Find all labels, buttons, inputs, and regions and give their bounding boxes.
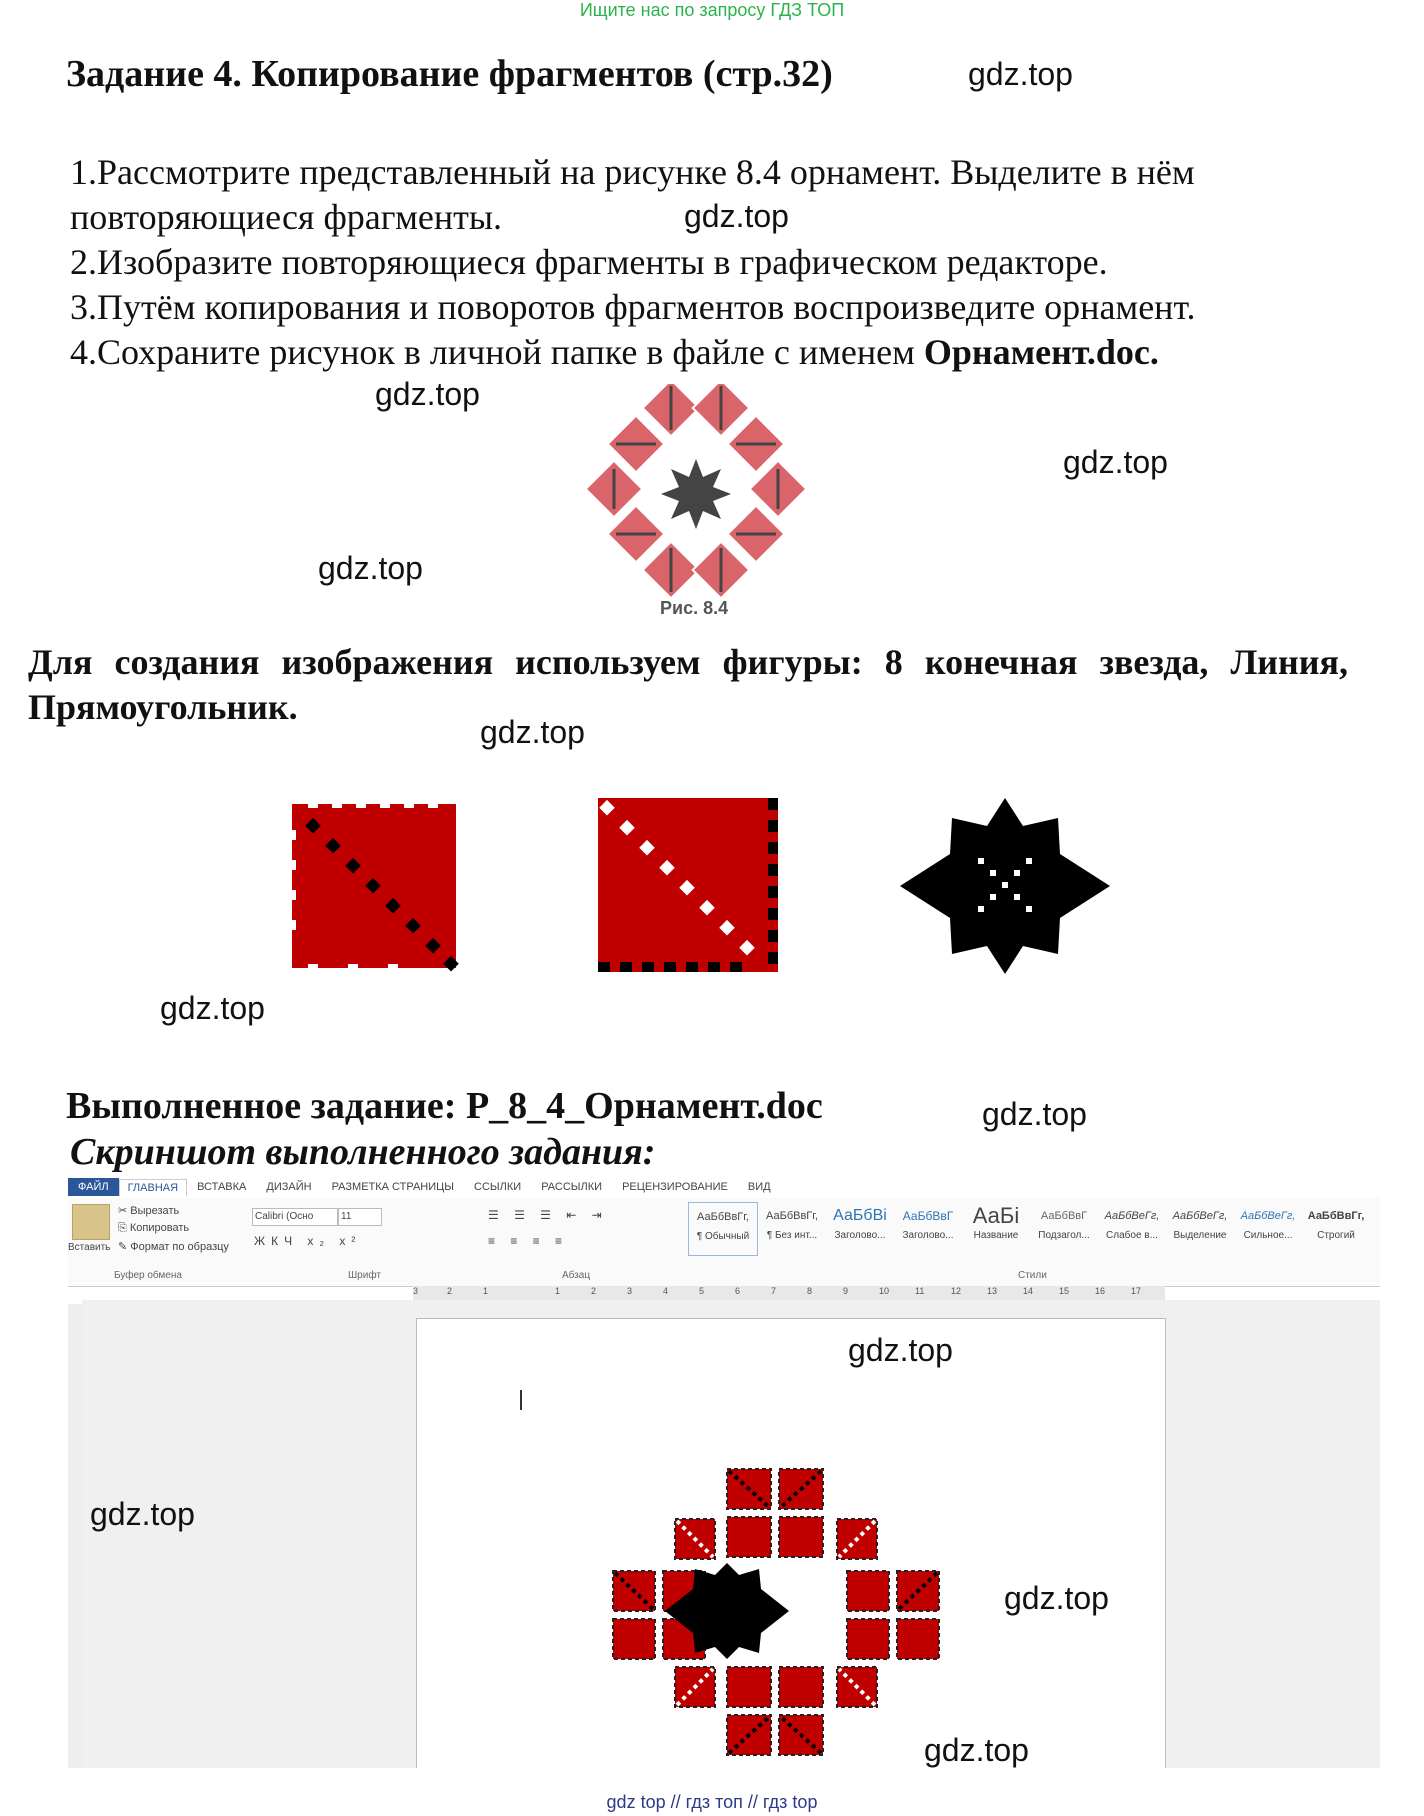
word-window [68,1176,1380,1768]
step-3: 3.Путём копирования и поворотов фрагментов воспроизведите орнамент. [70,287,1196,327]
paragraph-group-label: Абзац [562,1270,591,1281]
watermark: gdz.top [924,1732,1029,1768]
ruler-mark: 8 [807,1286,813,1296]
tab-layout[interactable]: РАЗМЕТКА СТРАНИЦЫ [331,1181,455,1193]
ornament-star [661,459,731,529]
tab-file[interactable]: ФАЙЛ [68,1178,119,1196]
tab-mailings[interactable]: РАССЫЛКИ [541,1181,603,1193]
done-title: Выполненное задание: Р_8_4_Орнамент.doc [66,1085,823,1127]
screenshot-title: Скриншот выполненного задания: [70,1131,656,1173]
style-item[interactable] [688,1202,758,1256]
ruler-mark: 2 [447,1286,453,1296]
step-4-filename: Орнамент.doc. [923,332,1159,372]
style-sample: АаБбВвГг, [766,1210,818,1222]
tab-references[interactable]: ССЫЛКИ [474,1181,522,1193]
watermark: gdz.top [968,56,1073,92]
ruler-mark: 6 [735,1286,741,1296]
style-item[interactable] [1030,1202,1098,1256]
ruler-mark: 1 [483,1286,489,1296]
bottom-links[interactable]: gdz top // гдз топ // гдз top [606,1792,818,1812]
font-name-select[interactable]: Calibri (Осно [252,1208,338,1226]
ruler-mark: 7 [771,1286,777,1296]
paste-button[interactable]: Вставить [68,1242,111,1253]
ribbon [68,1198,1380,1287]
ruler-mark: 11 [915,1286,925,1296]
ruler-mark: 5 [699,1286,705,1296]
step-4 [28,330,1390,375]
ruler-mark: 3 [413,1286,419,1296]
style-sample: АаБбВі [833,1207,887,1224]
watermark: gdz.top [90,1496,195,1532]
style-name: Заголово... [834,1230,886,1241]
style-name: Слабое в... [1106,1230,1158,1241]
watermark: gdz.top [1004,1580,1109,1616]
style-name: Строгий [1317,1230,1355,1241]
vertical-ruler[interactable] [68,1304,82,1768]
ornament-result [417,1319,1165,1768]
step-2: 2.Изобразите повторяющиеся фрагменты в графическом редакторе. [70,242,1108,282]
watermark: gdz.top [160,990,265,1026]
format-painter-label: Формат по образцу [130,1241,229,1253]
tab-view[interactable]: ВИД [747,1181,771,1193]
ruler-mark: 1 [555,1286,561,1296]
watermark: gdz.top [1063,444,1168,480]
format-painter-button[interactable]: ✎ Формат по образцу [118,1241,229,1253]
style-sample: АаБбВвГг, [697,1211,749,1223]
style-name: Выделение [1173,1230,1227,1241]
tab-design[interactable]: ДИЗАЙН [266,1181,312,1193]
ruler-mark: 9 [843,1286,849,1296]
styles-gallery [688,1202,1380,1256]
watermark: gdz.top [982,1096,1087,1132]
paragraph-align-buttons[interactable]: ≡ ≡ ≡ ≡ [488,1234,569,1248]
style-sample: АаБбВвГ [1040,1210,1088,1222]
fragment-red-square-white-diagonal [598,798,780,974]
style-name: ¶ Обычный [696,1231,750,1242]
style-item[interactable] [1302,1202,1370,1256]
style-name: Подзагол... [1038,1230,1090,1241]
font-format-buttons[interactable]: ЖКЧ x₂ x² [254,1234,362,1248]
style-sample: АаБбВеГг, [1172,1210,1228,1222]
ribbon-tabs [68,1176,1380,1199]
style-sample: АаБбВвГ [902,1209,954,1223]
watermark: gdz.top [684,198,789,234]
fragment-black-star [898,796,1112,976]
style-item[interactable] [962,1202,1030,1256]
ruler-mark: 13 [987,1286,998,1296]
ornament-figure [586,384,816,634]
ruler-mark: 3 [627,1286,633,1296]
ruler-mark: 17 [1131,1286,1142,1296]
font-group-label: Шрифт [348,1270,381,1281]
shapes-text: Для создания изображения используем фигуры: 8 конечная звезда, Линия, Прямоугольник. [28,642,1348,727]
step-1-text: 1.Рассмотрите представленный на рисунке 8.4 орнамент. Выделите в нём повторяющиеся фрагменты. [70,152,1195,237]
style-sample: АаБбВвГг, [1307,1210,1365,1222]
styles-group-label: Стили [1018,1270,1047,1281]
style-item[interactable] [894,1202,962,1256]
copy-label: Копировать [129,1222,190,1234]
ruler-mark: 15 [1059,1286,1070,1296]
font-size-select[interactable]: 11 [338,1208,382,1226]
tab-home[interactable]: ГЛАВНАЯ [119,1179,187,1196]
ruler-mark: 12 [951,1286,962,1296]
ruler-mark: 10 [879,1286,890,1296]
style-name: Заголово... [902,1230,954,1241]
style-sample: АаБбВеГг, [1104,1210,1160,1222]
style-item[interactable] [1234,1202,1302,1256]
figure-caption: Рис. 8.4 [660,598,729,618]
cut-button[interactable]: ✂ Вырезать [118,1205,180,1217]
watermark: gdz.top [318,550,423,586]
ruler-mark: 2 [591,1286,597,1296]
style-item[interactable] [1166,1202,1234,1256]
copy-button[interactable]: ⎘ Копировать [118,1222,190,1234]
fragment-red-square-black-diagonal [288,800,460,972]
ruler-mark: 14 [1023,1286,1034,1296]
clipboard-group-label: Буфер обмена [114,1270,182,1281]
ruler-mark: 16 [1095,1286,1106,1296]
style-name: ¶ Без инт... [766,1230,818,1241]
style-item[interactable] [1098,1202,1166,1256]
style-item[interactable] [758,1202,826,1256]
cut-label: Вырезать [130,1205,180,1217]
style-name: Название [973,1230,1019,1241]
watermark: gdz.top [480,714,585,750]
tab-insert[interactable]: ВСТАВКА [197,1181,247,1193]
ruler-mark: 4 [663,1286,669,1296]
paste-icon[interactable] [72,1204,110,1240]
style-sample: АаБі [972,1203,1020,1228]
watermark: gdz.top [375,376,480,412]
watermark: gdz.top [848,1332,953,1368]
style-item[interactable] [826,1202,894,1256]
style-sample: АаБбВеГг, [1240,1210,1296,1222]
style-name: Сильное... [1243,1230,1293,1241]
task-heading: Задание 4. Копирование фрагментов (стр.32) [66,53,833,95]
text-cursor [520,1390,522,1410]
paragraph-list-buttons[interactable]: ☰ ☰ ☰ ⇤ ⇥ [488,1208,608,1222]
horizontal-ruler[interactable] [413,1286,1165,1300]
tab-review[interactable]: РЕЦЕНЗИРОВАНИЕ [622,1181,728,1193]
step-4-text: 4.Сохраните рисунок в личной папке в файле с именем [70,332,924,372]
top-banner[interactable]: Ищите нас по запросу ГДЗ ТОП [579,0,845,20]
document-page[interactable] [416,1318,1166,1768]
